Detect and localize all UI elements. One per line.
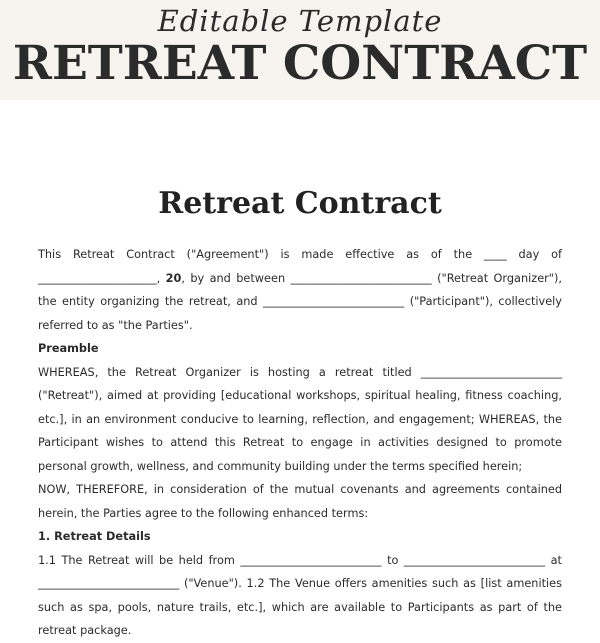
banner-subtitle: Editable Template (157, 4, 443, 38)
header-banner (0, 0, 600, 100)
document-body (38, 243, 562, 643)
intro-year: 20 (165, 271, 182, 285)
intro-text-a: This Retreat Contract ("Agreement") is made effective as of the ____ day of _____________________, (38, 248, 562, 285)
intro-paragraph (38, 243, 562, 337)
document-title: Retreat Contract (158, 186, 442, 221)
preamble-paragraph-2: NOW, THEREFORE, in consideration of the mutual covenants and agreements contained herein, the Parties agree to the following enhanced terms: (38, 483, 562, 520)
banner-title: RETREAT CONTRACT (12, 36, 588, 91)
section-1-heading: 1. Retreat Details (38, 530, 151, 543)
preamble-paragraph-1: WHEREAS, the Retreat Organizer is hosting a retreat titled _________________________ ("Retreat"), aimed at providing [educational workshops, spiritual healing, fitness coaching, etc.], in an environment conducive to learning, reflection, and engagement; WHEREAS, the Participant wishes to attend this Retreat to engage in activities designed to promote personal growth, wellness, and community building under the terms specified herein; (38, 365, 562, 473)
section-1-paragraph: 1.1 The Retreat will be held from _________________________ to _________________________ at _________________________ ("Venue"). 1.2 The Venue offers amenities such as [list amenities such as spa, pools, nature trails, etc.], which are available to Participants as part of the retreat package. (38, 553, 562, 637)
preamble-heading: Preamble (38, 342, 99, 355)
intro-text-b: , by and between _________________________ ("Retreat Organizer"), the entity organizing the retreat, and _________________________ ("Participant"), collectively referred to as "the Parties". (38, 271, 562, 332)
